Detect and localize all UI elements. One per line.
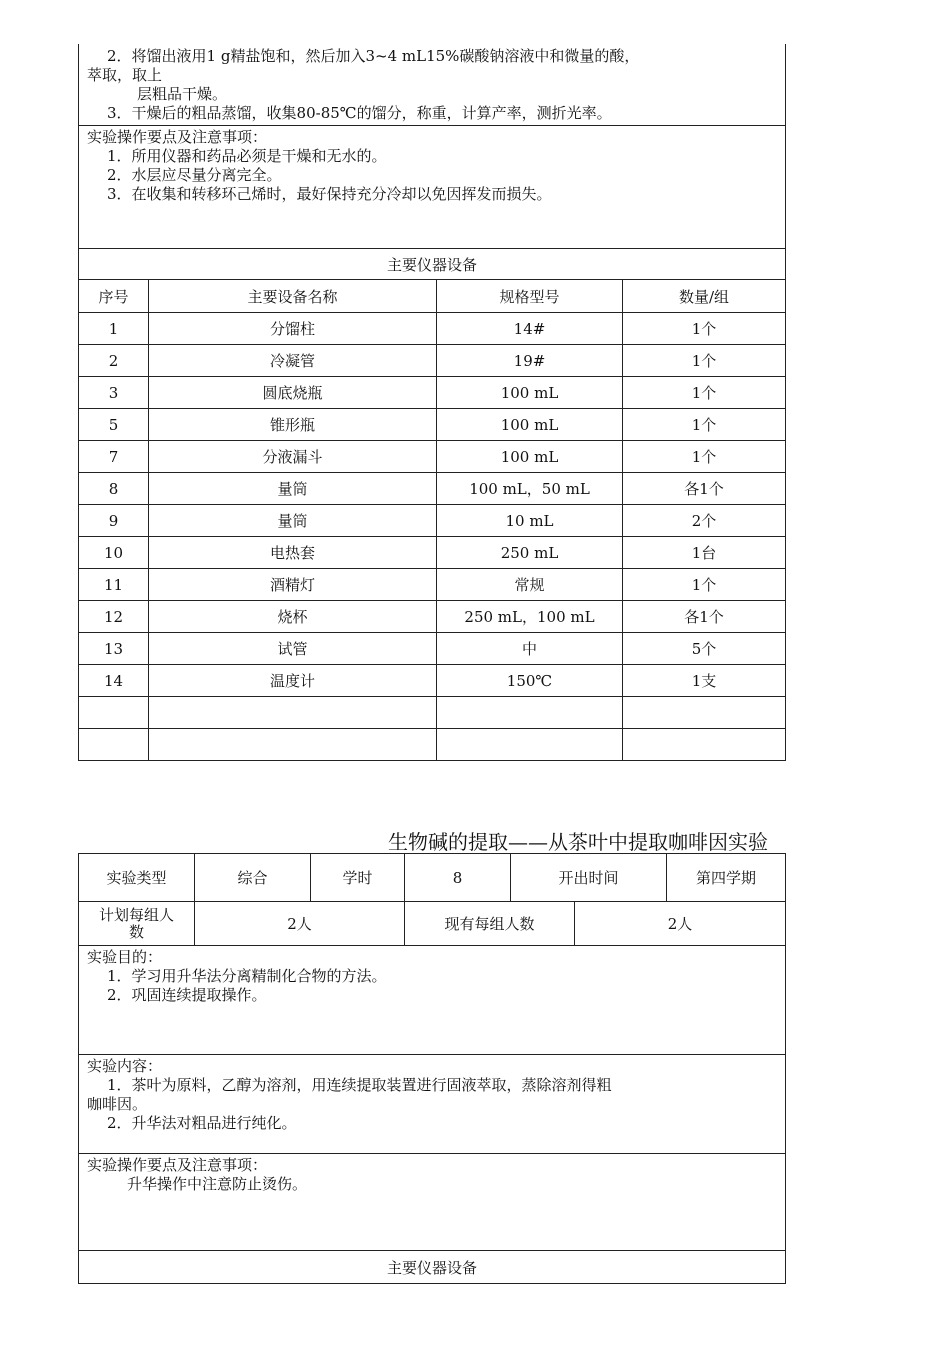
cell-spec: 100 mL，50 mL — [437, 473, 623, 505]
plan-label: 计划每组人数 — [79, 902, 195, 946]
plan-value: 2人 — [195, 902, 405, 946]
cell-index: 14 — [79, 665, 149, 697]
equipment-title-2: 主要仪器设备 — [79, 1251, 786, 1284]
cell-name: 电热套 — [149, 537, 437, 569]
current-value: 2人 — [575, 902, 786, 946]
cell-spec: 250 mL，100 mL — [437, 601, 623, 633]
cell-index: 10 — [79, 537, 149, 569]
cell-qty: 各1个 — [623, 473, 786, 505]
cell-index: 5 — [79, 409, 149, 441]
cell-spec — [437, 729, 623, 761]
purpose-cell — [79, 946, 786, 1055]
col-header-index: 序号 — [79, 280, 149, 313]
notes-title: 实验操作要点及注意事项： — [87, 128, 268, 146]
step-2-wrap: 萃取，取上 — [87, 66, 163, 84]
note2-item: 升华操作中注意防止烫伤。 — [127, 1175, 308, 1193]
step-2-cont: 层粗品干燥。 — [137, 85, 228, 103]
cell-name: 圆底烧瓶 — [149, 377, 437, 409]
cell-qty: 1个 — [623, 569, 786, 601]
table-row — [79, 505, 786, 537]
experiment-info-table — [78, 853, 785, 1284]
hours-label: 学时 — [311, 854, 405, 902]
cell-index — [79, 729, 149, 761]
cell-index: 3 — [79, 377, 149, 409]
notes2-cell — [79, 1154, 786, 1251]
cell-spec: 常规 — [437, 569, 623, 601]
cell-index: 11 — [79, 569, 149, 601]
content-line: 2．升华法对粗品进行纯化。 — [107, 1114, 297, 1132]
cell-index: 12 — [79, 601, 149, 633]
table-row — [79, 633, 786, 665]
cell-name: 试管 — [149, 633, 437, 665]
content-title: 实验内容： — [87, 1057, 163, 1075]
cell-qty — [623, 697, 786, 729]
cell-name — [149, 729, 437, 761]
table-row — [79, 601, 786, 633]
hours-value: 8 — [405, 854, 511, 902]
cell-index: 2 — [79, 345, 149, 377]
table-row — [79, 409, 786, 441]
notes2-title: 实验操作要点及注意事项： — [87, 1156, 268, 1174]
table-row — [79, 665, 786, 697]
cell-index: 9 — [79, 505, 149, 537]
cell-index: 1 — [79, 313, 149, 345]
open-label: 开出时间 — [511, 854, 667, 902]
cell-spec: 中 — [437, 633, 623, 665]
cell-name: 温度计 — [149, 665, 437, 697]
type-value: 综合 — [195, 854, 311, 902]
cell-qty: 1个 — [623, 441, 786, 473]
table-row — [79, 473, 786, 505]
content-line: 1．茶叶为原料，乙醇为溶剂，用连续提取装置进行固液萃取，蒸除溶剂得粗 — [107, 1076, 612, 1094]
cell-name: 烧杯 — [149, 601, 437, 633]
cell-qty: 1个 — [623, 313, 786, 345]
table-row — [79, 377, 786, 409]
col-header-qty: 数量/组 — [623, 280, 786, 313]
cell-spec: 100 mL — [437, 377, 623, 409]
cell-spec: 19# — [437, 345, 623, 377]
table-row — [79, 729, 786, 761]
cell-index: 13 — [79, 633, 149, 665]
col-header-name: 主要设备名称 — [149, 280, 437, 313]
cell-qty: 各1个 — [623, 601, 786, 633]
table-row — [79, 313, 786, 345]
cell-name: 分液漏斗 — [149, 441, 437, 473]
type-label: 实验类型 — [79, 854, 195, 902]
purpose-title: 实验目的： — [87, 948, 163, 966]
cell-spec: 100 mL — [437, 441, 623, 473]
cell-spec: 14# — [437, 313, 623, 345]
cell-index: 8 — [79, 473, 149, 505]
table-row — [79, 569, 786, 601]
note-item: 2．水层应尽量分离完全。 — [107, 166, 282, 184]
cell-qty — [623, 729, 786, 761]
step-2-line: 2．将馏出液用1 g精盐饱和，然后加入3~4 mL15%碳酸钠溶液中和微量的酸， — [107, 47, 640, 65]
cell-name: 量筒 — [149, 473, 437, 505]
cell-qty: 1个 — [623, 409, 786, 441]
table-row — [79, 441, 786, 473]
cell-spec — [437, 697, 623, 729]
equipment-title: 主要仪器设备 — [79, 249, 786, 280]
table-header-row — [79, 280, 786, 313]
col-header-spec: 规格型号 — [437, 280, 623, 313]
step-3-line: 3．干燥后的粗品蒸馏，收集80-85℃的馏分，称重，计算产率，测折光率。 — [107, 104, 612, 122]
cell-spec: 150℃ — [437, 665, 623, 697]
content-cell — [79, 1055, 786, 1154]
cell-name: 量筒 — [149, 505, 437, 537]
cell-qty: 1个 — [623, 345, 786, 377]
cell-index — [79, 697, 149, 729]
cell-name: 锥形瓶 — [149, 409, 437, 441]
experiment-title: 生物碱的提取——从茶叶中提取咖啡因实验 — [388, 830, 768, 854]
cell-qty: 2个 — [623, 505, 786, 537]
cell-spec: 10 mL — [437, 505, 623, 537]
open-value: 第四学期 — [667, 854, 786, 902]
cell-index: 7 — [79, 441, 149, 473]
cell-name — [149, 697, 437, 729]
note-item: 1．所用仪器和药品必须是干燥和无水的。 — [107, 147, 387, 165]
cell-qty: 1台 — [623, 537, 786, 569]
purpose-item: 2．巩固连续提取操作。 — [107, 986, 267, 1004]
cell-qty: 1个 — [623, 377, 786, 409]
table-row — [79, 697, 786, 729]
cell-spec: 100 mL — [437, 409, 623, 441]
cell-spec: 250 mL — [437, 537, 623, 569]
cell-name: 分馏柱 — [149, 313, 437, 345]
purpose-item: 1．学习用升华法分离精制化合物的方法。 — [107, 967, 387, 985]
cell-qty: 1支 — [623, 665, 786, 697]
steps-cell — [79, 44, 786, 126]
cell-name: 酒精灯 — [149, 569, 437, 601]
cell-qty: 5个 — [623, 633, 786, 665]
note-item: 3．在收集和转移环己烯时，最好保持充分冷却以免因挥发而损失。 — [107, 185, 552, 203]
content-line-wrap: 咖啡因。 — [87, 1095, 148, 1113]
notes-cell — [79, 126, 786, 249]
equipment-table-1 — [78, 44, 785, 761]
table-row — [79, 537, 786, 569]
table-row — [79, 345, 786, 377]
current-label: 现有每组人数 — [405, 902, 575, 946]
cell-name: 冷凝管 — [149, 345, 437, 377]
